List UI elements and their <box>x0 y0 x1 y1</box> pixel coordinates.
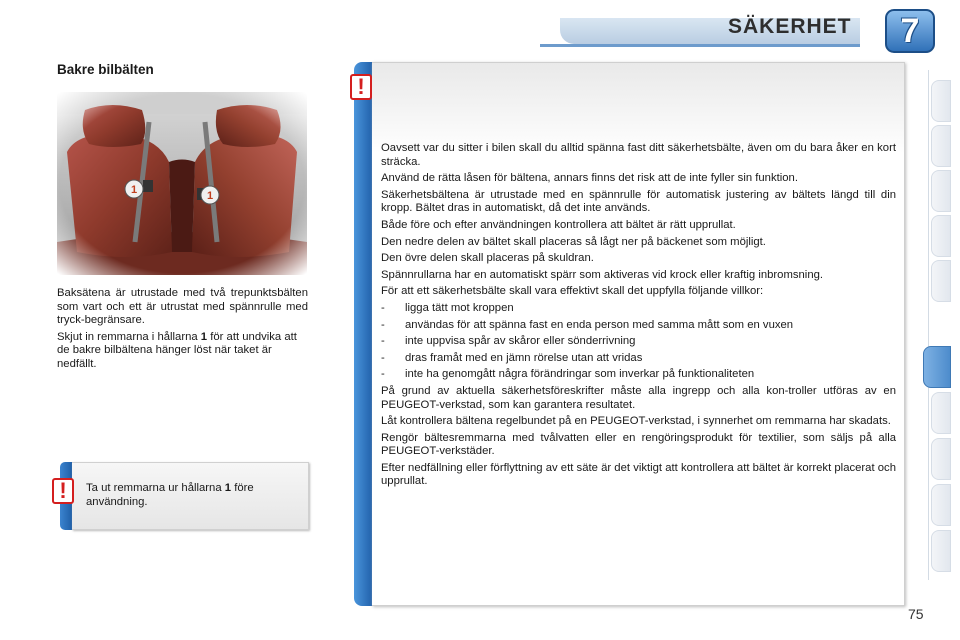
paragraph: Både före och efter användningen kontrollera att bältet är rätt upprullat. <box>381 218 736 231</box>
paragraph: Oavsett var du sitter i bilen skall du alltid spänna fast ditt säkerhetsbälte, även om du bara åker en kort sträcka. <box>381 142 896 168</box>
paragraph: Säkerhetsbältena är utrustade med en spännrulle för automatisk justering av bältets längd till din kropp. Bältet dras in automatiskt, då det inte används. <box>381 188 896 215</box>
header-stripe <box>540 44 860 47</box>
chapter-tab-active[interactable] <box>923 346 951 388</box>
list-item: - inte uppvisa spår av skåror eller sönderrivning <box>381 335 636 348</box>
warning-strip <box>354 62 374 606</box>
chapter-tabs <box>928 70 951 580</box>
chapter-badge <box>884 8 936 54</box>
left-column-text <box>57 287 308 375</box>
paragraph: Använd de rätta låsen för bältena, annars finns det risk att de inte fyller sin funktion. <box>381 172 798 185</box>
paragraph: Låt kontrollera bältena regelbundet på en PEUGEOT-verkstad, i synnerhet om remmarna har skadats. <box>381 415 891 428</box>
chapter-tab[interactable] <box>931 125 951 167</box>
paragraph: Den övre delen skall placeras på skuldran. <box>381 252 594 265</box>
chapter-tab[interactable] <box>931 80 951 122</box>
list-item: - användas för att spänna fast en enda person med samma mått som en vuxen <box>381 318 794 331</box>
chapter-tab[interactable] <box>931 392 951 434</box>
warning-large-text <box>381 142 896 492</box>
list-item: - dras framåt med en jämn rörelse utan att vridas <box>381 351 643 364</box>
chapter-number: 7 <box>900 12 920 50</box>
paragraph: På grund av aktuella säkerhetsföreskrifter måste alla ingrepp och alla kon-troller utföras av en PEUGEOT-verkstad, som kan garantera resultatet. <box>381 384 896 411</box>
section-title: Bakre bilbälten <box>57 62 154 77</box>
warning-box-small <box>60 462 310 530</box>
warning-text: Ta ut remmarna ur hållarna 1 före användning. <box>86 482 254 508</box>
paragraph: Efter nedfällning eller förflyttning av ett säte är det viktigt att kontrollera att bältet är korrekt placerat och upprullat. <box>381 461 896 488</box>
chapter-tab[interactable] <box>931 260 951 302</box>
chapter-tab[interactable] <box>931 438 951 480</box>
paragraph: Spännrullarna har en automatiskt spärr som aktiveras vid krock eller kraftig inbromsning. <box>381 268 824 281</box>
exclamation-icon: ! <box>52 478 74 504</box>
paragraph: Den nedre delen av bältet skall placeras så lågt ner på bäckenet som möjligt. <box>381 235 766 248</box>
chapter-tab[interactable] <box>931 170 951 212</box>
chapter-tab[interactable] <box>931 215 951 257</box>
page-number: 75 <box>908 606 924 622</box>
paragraph: För att ett säkerhetsbälte skall vara effektivt skall det uppfylla följande villkor: <box>381 285 764 298</box>
paragraph: Rengör bältesremmarna med tvålvatten eller en rengöringsprodukt för textilier, som säljs på alla PEUGEOT-verkstäder. <box>381 431 896 458</box>
list-item: - ligga tätt mot kroppen <box>381 301 514 314</box>
list-item: - inte ha genomgått några förändringar som inverkar på funktionaliteten <box>381 368 755 381</box>
paragraph: Skjut in remmarna i hållarna 1 för att undvika att de bakre bilbältena hänger löst när taket är nedfällt. <box>57 330 297 370</box>
chapter-title: SÄKERHET <box>728 15 852 38</box>
chapter-tab[interactable] <box>931 484 951 526</box>
rear-seat-photo <box>57 92 307 275</box>
chapter-tab[interactable] <box>931 530 951 572</box>
exclamation-icon: ! <box>350 74 372 100</box>
paragraph: Baksätena är utrustade med två trepunktsbälten som vart och ett är utrustat med spännrulle med tryck-begränsare. <box>57 287 308 327</box>
